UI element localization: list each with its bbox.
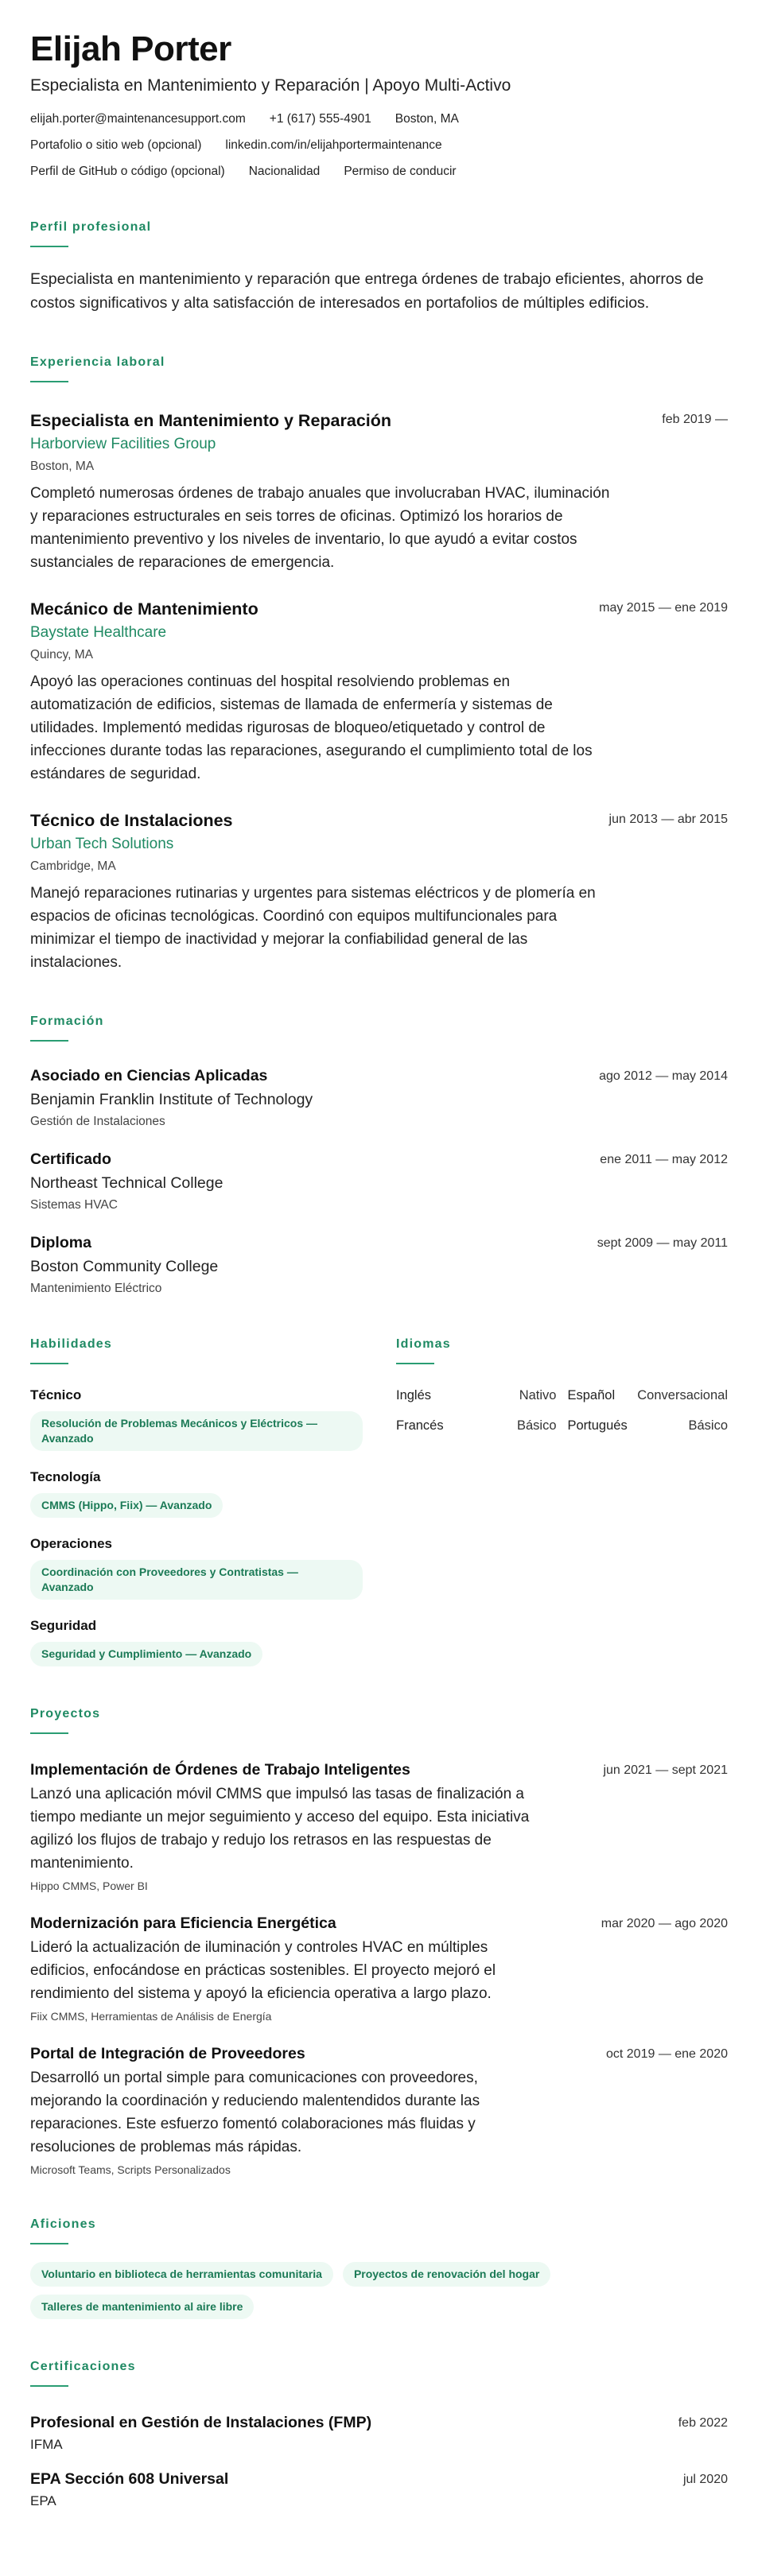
language-level: Básico bbox=[516, 1418, 557, 1433]
hobby-chip: Proyectos de renovación del hogar bbox=[343, 2262, 550, 2287]
project-description: Lanzó una aplicación móvil CMMS que impulsó las tasas de finalización a tiempo mediante un mejor seguimiento y acceso del equipo. Esta iniciativa agilizó los flujos de trabajo y redujo los retrasos en las respuestas de mantenimiento. bbox=[30, 1786, 530, 1872]
hobby-chip: Voluntario en biblioteca de herramientas comunitaria bbox=[30, 2262, 333, 2287]
job-title: Mecánico de Mantenimiento bbox=[30, 599, 258, 619]
job-location: Boston, MA bbox=[30, 460, 95, 473]
job-entry bbox=[30, 409, 728, 574]
job-title: Técnico de Instalaciones bbox=[30, 811, 233, 830]
education-entry bbox=[30, 1233, 728, 1297]
summary-text: Especialista en mantenimiento y reparación que entrega órdenes de trabajo eficientes, ahorros de costos significativos y alta satisfacción de interesados en portafolios de múltiples edificios. bbox=[30, 270, 704, 312]
job-description: Apoyó las operaciones continuas del hospital resolviendo problemas en automatización de edificios, sistemas de llamada de enfermería y sistemas de utilidades. Implementó medidas rigurosas de bloqueo/etiquetado y control de infecciones durante todas las reparaciones, asegurando el cumplimiento total de los estándares de seguridad. bbox=[30, 673, 593, 782]
skill-group bbox=[30, 1617, 364, 1666]
certification-date: feb 2022 bbox=[678, 2416, 728, 2430]
certification-date: jul 2020 bbox=[682, 2473, 728, 2486]
education-area: Mantenimiento Eléctrico bbox=[30, 1282, 162, 1295]
contact-location: Boston, MA bbox=[395, 112, 459, 126]
contact-row-links bbox=[30, 138, 728, 153]
language-name: Español bbox=[567, 1388, 616, 1402]
language-name: Francés bbox=[396, 1418, 444, 1433]
certification-entry bbox=[30, 2413, 728, 2454]
contact-license: Permiso de conducir bbox=[344, 165, 457, 178]
hobbies-section bbox=[30, 2217, 728, 2319]
language-item bbox=[568, 1387, 729, 1404]
skills-languages-row bbox=[30, 1336, 728, 1666]
contact-phone[interactable]: +1 (617) 555-4901 bbox=[269, 112, 371, 126]
section-divider bbox=[30, 1732, 68, 1734]
job-company: Urban Tech Solutions bbox=[30, 836, 174, 852]
section-divider bbox=[30, 1040, 68, 1042]
project-tech: Microsoft Teams, Scripts Personalizados bbox=[30, 2163, 231, 2176]
job-title: Especialista en Mantenimiento y Reparación bbox=[30, 411, 392, 430]
project-entry bbox=[30, 1914, 728, 2023]
job-description: Completó numerosas órdenes de trabajo anuales que involucraban HVAC, iluminación y reparaciones estructurales en seis torres de oficinas. Optimizó los horarios de mantenimiento preventivo y los niveles de inventario, lo que ayudó a evitar costos sustanciales de reparaciones de emergencia. bbox=[30, 485, 610, 571]
language-item bbox=[396, 1417, 557, 1434]
education-dates: ene 2011 — may 2012 bbox=[600, 1153, 728, 1166]
section-title-summary: Perfil profesional bbox=[30, 220, 152, 234]
project-tech: Fiix CMMS, Herramientas de Análisis de Energía bbox=[30, 2010, 272, 2023]
certification-issuer: IFMA bbox=[30, 2437, 63, 2452]
section-divider bbox=[396, 1363, 434, 1364]
language-level: Básico bbox=[688, 1418, 728, 1433]
section-title-experience: Experiencia laboral bbox=[30, 355, 165, 369]
contact-row-extra bbox=[30, 164, 728, 180]
skill-group-name: Técnico bbox=[30, 1387, 82, 1402]
resume-header bbox=[30, 29, 728, 180]
section-title-education: Formación bbox=[30, 1014, 104, 1028]
job-dates: may 2015 — ene 2019 bbox=[599, 601, 728, 615]
skill-group bbox=[30, 1468, 364, 1518]
education-school: Benjamin Franklin Institute of Technology bbox=[30, 1091, 313, 1108]
job-location: Quincy, MA bbox=[30, 648, 93, 661]
skill-chip: CMMS (Hippo, Fiix) — Avanzado bbox=[30, 1493, 223, 1518]
certification-issuer: EPA bbox=[30, 2493, 56, 2508]
section-divider bbox=[30, 381, 68, 382]
education-school: Boston Community College bbox=[30, 1258, 219, 1275]
section-divider bbox=[30, 2385, 68, 2387]
project-title: Portal de Integración de Proveedores bbox=[30, 2045, 305, 2062]
certification-entry bbox=[30, 2469, 728, 2510]
project-entry bbox=[30, 1760, 728, 1893]
job-entry bbox=[30, 598, 728, 786]
education-area: Sistemas HVAC bbox=[30, 1198, 118, 1212]
job-location: Cambridge, MA bbox=[30, 859, 116, 873]
section-title-hobbies: Aficiones bbox=[30, 2217, 96, 2231]
section-title-certifications: Certificaciones bbox=[30, 2360, 136, 2373]
education-degree: Diploma bbox=[30, 1234, 91, 1251]
project-dates: jun 2021 — sept 2021 bbox=[603, 1763, 728, 1777]
certifications-section bbox=[30, 2359, 728, 2510]
hobby-chips bbox=[30, 2262, 730, 2319]
language-level: Conversacional bbox=[637, 1388, 728, 1402]
section-title-languages: Idiomas bbox=[396, 1337, 451, 1351]
project-title: Implementación de Órdenes de Trabajo Inteligentes bbox=[30, 1761, 410, 1779]
project-dates: mar 2020 — ago 2020 bbox=[601, 1917, 728, 1930]
project-tech: Hippo CMMS, Power BI bbox=[30, 1880, 148, 1892]
skill-group bbox=[30, 1535, 364, 1600]
section-divider bbox=[30, 2243, 68, 2244]
contact-row bbox=[30, 111, 728, 127]
section-divider bbox=[30, 1363, 68, 1364]
project-description: Lideró la actualización de iluminación y controles HVAC en múltiples edificios, enfocándose en prácticas sostenibles. El proyecto mejoró el rendimiento del sistema y apoyó la eficiencia operativa a largo plazo. bbox=[30, 1939, 496, 2002]
job-entry bbox=[30, 809, 728, 974]
certification-name: Profesional en Gestión de Instalaciones (FMP) bbox=[30, 2414, 372, 2431]
education-school: Northeast Technical College bbox=[30, 1174, 224, 1192]
education-degree: Certificado bbox=[30, 1150, 111, 1168]
language-item bbox=[396, 1387, 557, 1404]
skill-group-name: Operaciones bbox=[30, 1536, 112, 1551]
section-title-skills: Habilidades bbox=[30, 1337, 113, 1351]
experience-section bbox=[30, 355, 728, 974]
project-entry bbox=[30, 2044, 728, 2177]
skill-group-name: Seguridad bbox=[30, 1618, 97, 1633]
language-name: Inglés bbox=[396, 1388, 432, 1402]
languages-section bbox=[396, 1336, 728, 1666]
summary-section bbox=[30, 219, 728, 315]
education-dates: sept 2009 — may 2011 bbox=[597, 1236, 728, 1250]
project-dates: oct 2019 — ene 2020 bbox=[605, 2047, 728, 2061]
skill-group bbox=[30, 1387, 364, 1451]
education-dates: ago 2012 — may 2014 bbox=[599, 1069, 728, 1083]
skill-group-name: Tecnología bbox=[30, 1469, 101, 1484]
skills-section bbox=[30, 1336, 364, 1666]
project-description: Desarrolló un portal simple para comunicaciones con proveedores, mejorando la coordinación y reduciendo malentendidos durante las reparaciones. Este esfuerzo fomentó colaboraciones más fluidas y resoluciones de problemas más rápidas. bbox=[30, 2070, 480, 2155]
skill-chip: Coordinación con Proveedores y Contratistas — Avanzado bbox=[30, 1560, 363, 1600]
contact-github[interactable]: Perfil de GitHub o código (opcional) bbox=[30, 165, 225, 178]
job-dates: jun 2013 — abr 2015 bbox=[608, 813, 728, 826]
job-company: Harborview Facilities Group bbox=[30, 436, 216, 452]
languages-grid bbox=[396, 1387, 728, 1434]
contact-linkedin[interactable]: linkedin.com/in/elijahportermaintenance bbox=[225, 138, 442, 152]
job-dates: feb 2019 — bbox=[662, 413, 728, 426]
contact-nationality: Nacionalidad bbox=[248, 165, 321, 178]
candidate-name: Elijah Porter bbox=[30, 29, 231, 68]
education-entry bbox=[30, 1066, 728, 1130]
skill-chip: Resolución de Problemas Mecánicos y Eléctricos — Avanzado bbox=[30, 1411, 363, 1451]
certification-name: EPA Sección 608 Universal bbox=[30, 2470, 229, 2488]
language-item bbox=[568, 1417, 729, 1434]
contact-email[interactable]: elijah.porter@maintenancesupport.com bbox=[30, 112, 246, 126]
project-title: Modernización para Eficiencia Energética bbox=[30, 1915, 336, 1932]
candidate-headline: Especialista en Mantenimiento y Reparación | Apoyo Multi-Activo bbox=[30, 76, 511, 95]
language-level: Nativo bbox=[519, 1388, 557, 1402]
section-divider bbox=[30, 246, 68, 247]
section-title-projects: Proyectos bbox=[30, 1707, 101, 1721]
education-section bbox=[30, 1014, 728, 1297]
skill-chip: Seguridad y Cumplimiento — Avanzado bbox=[30, 1642, 262, 1666]
projects-section bbox=[30, 1706, 728, 2177]
education-degree: Asociado en Ciencias Aplicadas bbox=[30, 1067, 268, 1084]
education-area: Gestión de Instalaciones bbox=[30, 1115, 165, 1128]
job-company: Baystate Healthcare bbox=[30, 624, 167, 641]
language-name: Portugués bbox=[567, 1418, 628, 1433]
hobby-chip: Talleres de mantenimiento al aire libre bbox=[30, 2295, 254, 2319]
job-description: Manejó reparaciones rutinarias y urgentes para sistemas eléctricos y de plomería en espacios de oficinas tecnológicas. Coordinó con equipos multifuncionales para minimizar el tiempo de inactividad y mejorar la confiabilidad general de las instalaciones. bbox=[30, 885, 596, 971]
education-entry bbox=[30, 1150, 728, 1213]
contact-website[interactable]: Portafolio o sitio web (opcional) bbox=[30, 138, 202, 152]
